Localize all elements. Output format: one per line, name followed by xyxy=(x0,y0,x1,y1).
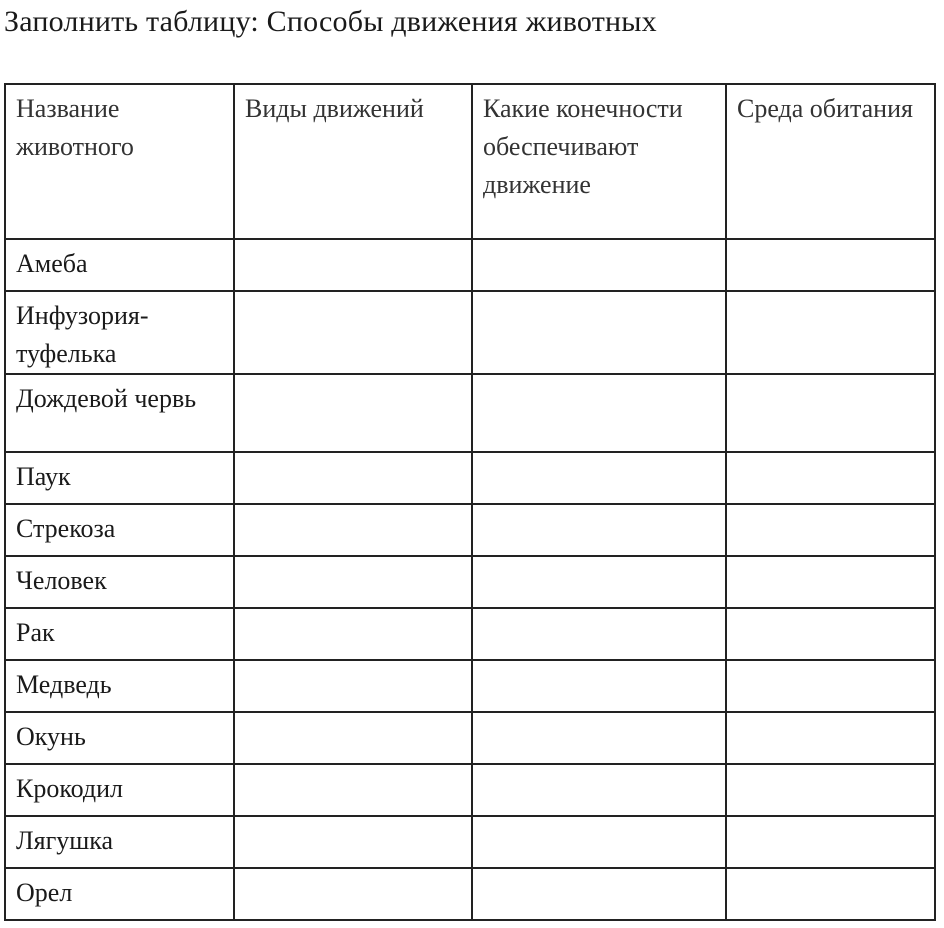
limbs-cell[interactable] xyxy=(472,556,726,608)
table-row xyxy=(5,452,935,504)
header-limbs: Какие конечности обеспечивают движение xyxy=(472,84,726,239)
table-row xyxy=(5,660,935,712)
page-title: Заполнить таблицу: Способы движения животных xyxy=(4,5,657,38)
movement-cell[interactable] xyxy=(234,239,472,291)
habitat-cell[interactable] xyxy=(726,556,935,608)
header-habitat: Среда обитания xyxy=(726,84,935,239)
animal-name-cell: Человек xyxy=(5,556,234,608)
limbs-cell[interactable] xyxy=(472,239,726,291)
habitat-cell[interactable] xyxy=(726,868,935,920)
movement-cell[interactable] xyxy=(234,291,472,374)
table-row xyxy=(5,816,935,868)
movement-cell[interactable] xyxy=(234,504,472,556)
habitat-cell[interactable] xyxy=(726,712,935,764)
limbs-cell[interactable] xyxy=(472,608,726,660)
table-row xyxy=(5,374,935,452)
limbs-cell[interactable] xyxy=(472,816,726,868)
movement-cell[interactable] xyxy=(234,374,472,452)
habitat-cell[interactable] xyxy=(726,764,935,816)
header-movement-types: Виды движений xyxy=(234,84,472,239)
animal-name-cell: Инфузория-туфелька xyxy=(5,291,234,374)
limbs-cell[interactable] xyxy=(472,452,726,504)
movement-cell[interactable] xyxy=(234,660,472,712)
animal-name-cell: Стрекоза xyxy=(5,504,234,556)
habitat-cell[interactable] xyxy=(726,504,935,556)
animal-name-cell: Медведь xyxy=(5,660,234,712)
header-row xyxy=(5,84,935,239)
table-row xyxy=(5,608,935,660)
table-row xyxy=(5,556,935,608)
header-animal-name: Название животного xyxy=(5,84,234,239)
table-row xyxy=(5,239,935,291)
animal-name-cell: Паук xyxy=(5,452,234,504)
habitat-cell[interactable] xyxy=(726,660,935,712)
limbs-cell[interactable] xyxy=(472,660,726,712)
table-row xyxy=(5,291,935,374)
animal-name-cell: Амеба xyxy=(5,239,234,291)
habitat-cell[interactable] xyxy=(726,816,935,868)
animal-name-cell: Орел xyxy=(5,868,234,920)
animal-movement-table xyxy=(4,83,936,921)
table-row xyxy=(5,868,935,920)
limbs-cell[interactable] xyxy=(472,504,726,556)
movement-cell[interactable] xyxy=(234,764,472,816)
animal-name-cell: Рак xyxy=(5,608,234,660)
movement-cell[interactable] xyxy=(234,712,472,764)
movement-cell[interactable] xyxy=(234,608,472,660)
table-row xyxy=(5,712,935,764)
animal-name-cell: Лягушка xyxy=(5,816,234,868)
habitat-cell[interactable] xyxy=(726,291,935,374)
animal-name-cell: Крокодил xyxy=(5,764,234,816)
habitat-cell[interactable] xyxy=(726,452,935,504)
limbs-cell[interactable] xyxy=(472,764,726,816)
table-row xyxy=(5,504,935,556)
limbs-cell[interactable] xyxy=(472,868,726,920)
movement-cell[interactable] xyxy=(234,868,472,920)
movement-cell[interactable] xyxy=(234,816,472,868)
table-row xyxy=(5,764,935,816)
habitat-cell[interactable] xyxy=(726,374,935,452)
limbs-cell[interactable] xyxy=(472,374,726,452)
movement-cell[interactable] xyxy=(234,452,472,504)
limbs-cell[interactable] xyxy=(472,291,726,374)
limbs-cell[interactable] xyxy=(472,712,726,764)
animal-name-cell: Окунь xyxy=(5,712,234,764)
movement-cell[interactable] xyxy=(234,556,472,608)
animal-name-cell: Дождевой червь xyxy=(5,374,234,452)
habitat-cell[interactable] xyxy=(726,608,935,660)
habitat-cell[interactable] xyxy=(726,239,935,291)
